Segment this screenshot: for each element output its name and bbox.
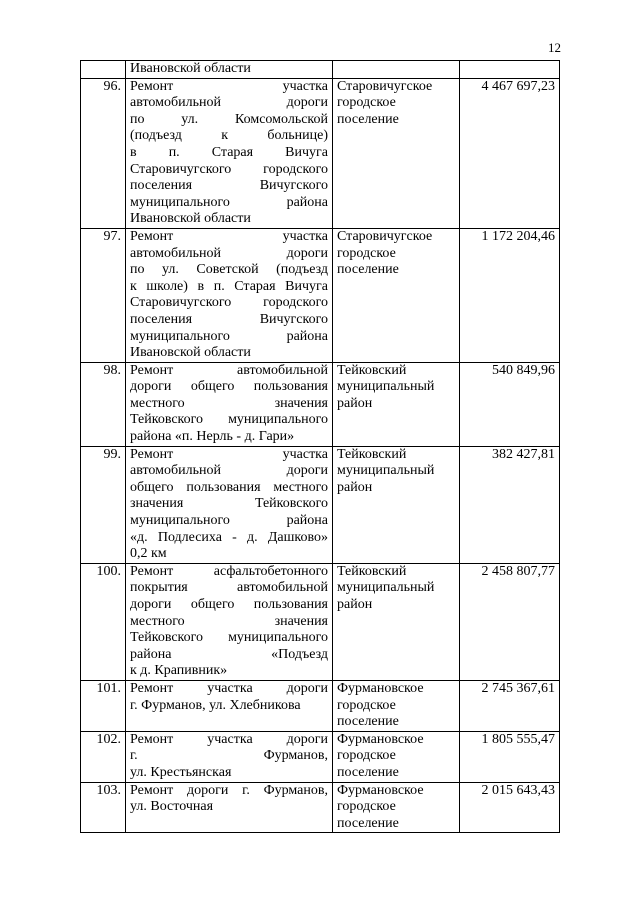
amount: [460, 61, 560, 79]
municipality-line: муниципальный: [337, 379, 435, 395]
work-description: [126, 78, 333, 228]
page-number: 12: [548, 40, 561, 55]
description-line: Ремонт дороги г. Фурманов,: [130, 782, 328, 798]
municipality-line: Фурмановское: [337, 680, 424, 696]
description-line: по ул. Комсомольской: [130, 111, 328, 127]
description-line: местного значения: [130, 613, 328, 629]
description-line: в п. Старая Вичуга: [130, 144, 328, 160]
description-line: г. Фурманов,: [130, 748, 328, 764]
municipality: [333, 731, 460, 782]
work-description: [126, 228, 333, 362]
description-line: поселения Вичугского: [130, 178, 328, 194]
description-line: района «п. Нерль - д. Гари»: [130, 429, 295, 445]
work-description: [126, 782, 333, 833]
amount: 1 172 204,46: [460, 228, 560, 362]
description-line: поселения Вичугского: [130, 311, 328, 327]
description-line: по ул. Советской (подъезд: [130, 262, 328, 278]
work-description: [126, 446, 333, 563]
municipality: [333, 446, 460, 563]
municipality-line: Фурмановское: [337, 782, 424, 798]
description-line: местного значения: [130, 395, 328, 411]
row-number: 98.: [81, 362, 126, 446]
amount: 4 467 697,23: [460, 78, 560, 228]
municipality-line: городское: [337, 95, 396, 111]
description-line: муниципального района: [130, 513, 328, 529]
municipality-line: поселение: [337, 262, 399, 278]
table-row: [81, 782, 560, 833]
municipality: [333, 362, 460, 446]
description-line: 0,2 км: [130, 546, 167, 562]
description-line: муниципального района: [130, 328, 328, 344]
municipality-line: городское: [337, 245, 396, 261]
row-number: 96.: [81, 78, 126, 228]
description-line: значения Тейковского: [130, 496, 328, 512]
description-line: Ремонт участка: [130, 78, 328, 94]
description-line: Ремонт участка: [130, 446, 328, 462]
municipality: [333, 563, 460, 680]
description-line: дороги общего пользования: [130, 379, 328, 395]
description-line: Ивановской области: [130, 211, 251, 227]
table-row: [81, 78, 560, 228]
municipality-line: поселение: [337, 111, 399, 127]
description-line: общего пользования местного: [130, 479, 328, 495]
municipality-line: район: [337, 479, 373, 495]
description-line: Ивановской области: [130, 345, 251, 361]
description-line: Старовичугского городского: [130, 295, 328, 311]
amount: 540 849,96: [460, 362, 560, 446]
row-number: 102.: [81, 731, 126, 782]
row-number: 99.: [81, 446, 126, 563]
description-line: покрытия автомобильной: [130, 580, 328, 596]
amount: 2 458 807,77: [460, 563, 560, 680]
table-row: [81, 362, 560, 446]
table-row: [81, 446, 560, 563]
work-description: [126, 362, 333, 446]
municipality: [333, 228, 460, 362]
description-line: к д. Крапивник»: [130, 663, 228, 679]
table-row: [81, 228, 560, 362]
municipality: [333, 782, 460, 833]
description-line: Ивановской области: [130, 61, 251, 76]
description-line: Ремонт участка дороги: [130, 680, 328, 696]
municipality: [333, 78, 460, 228]
description-line: Ремонт участка дороги: [130, 731, 328, 747]
municipality-line: городское: [337, 799, 396, 815]
description-line: Тейковского муниципального: [130, 412, 328, 428]
municipality-line: муниципальный: [337, 463, 435, 479]
municipality-line: Тейковский: [337, 563, 407, 579]
description-line: Ремонт асфальтобетонного: [130, 563, 328, 579]
description-line: г. Фурманов, ул. Хлебникова: [130, 697, 301, 713]
work-description: [126, 731, 333, 782]
table-body: [81, 61, 560, 833]
amount: 2 015 643,43: [460, 782, 560, 833]
municipality-line: муниципальный: [337, 580, 435, 596]
municipality-line: Тейковский: [337, 362, 407, 378]
municipality: [333, 61, 460, 79]
municipality-line: городское: [337, 748, 396, 764]
description-line: муниципального района: [130, 194, 328, 210]
municipality-line: Старовичугское: [337, 228, 433, 244]
description-line: ул. Крестьянская: [130, 764, 232, 780]
table-row: [81, 61, 560, 79]
work-description: [126, 680, 333, 731]
municipality-line: район: [337, 395, 373, 411]
description-line: дороги общего пользования: [130, 597, 328, 612]
municipality-line: Тейковский: [337, 446, 407, 462]
municipality-line: поселение: [337, 764, 399, 780]
row-number: 103.: [81, 782, 126, 833]
municipality-line: поселение: [337, 815, 399, 831]
municipality-line: район: [337, 597, 373, 612]
description-line: автомобильной дороги: [130, 95, 328, 111]
table-row: [81, 731, 560, 782]
municipality-line: Фурмановское: [337, 731, 424, 747]
table-row: [81, 563, 560, 680]
description-line: автомобильной дороги: [130, 463, 328, 479]
description-line: ул. Восточная: [130, 799, 214, 815]
road-repair-table: [80, 60, 560, 833]
amount: 2 745 367,61: [460, 680, 560, 731]
description-line: Тейковского муниципального: [130, 630, 328, 646]
description-line: «д. Подлесиха - д. Дашково»: [130, 529, 328, 545]
amount: 1 805 555,47: [460, 731, 560, 782]
municipality: [333, 680, 460, 731]
description-line: района «Подъезд: [130, 646, 328, 662]
description-line: к школе) в п. Старая Вичуга: [130, 278, 328, 294]
row-number: 101.: [81, 680, 126, 731]
work-description: [126, 563, 333, 680]
description-line: (подъезд к больнице): [130, 128, 328, 144]
work-description: [126, 61, 333, 79]
description-line: автомобильной дороги: [130, 245, 328, 261]
table-row: [81, 680, 560, 731]
amount: 382 427,81: [460, 446, 560, 563]
municipality-line: Старовичугское: [337, 78, 433, 94]
municipality-line: поселение: [337, 714, 399, 730]
description-line: Старовичугского городского: [130, 161, 328, 177]
row-number: 97.: [81, 228, 126, 362]
row-number: [81, 61, 126, 79]
municipality-line: городское: [337, 697, 396, 713]
description-line: Ремонт автомобильной: [130, 362, 328, 378]
row-number: 100.: [81, 563, 126, 680]
description-line: Ремонт участка: [130, 228, 328, 244]
